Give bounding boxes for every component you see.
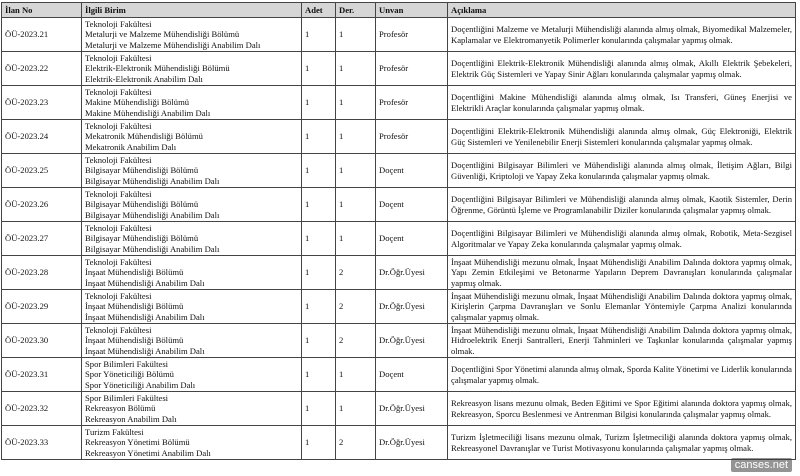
cell-derece: 1 xyxy=(336,222,376,256)
cell-ilan-no: ÖÜ-2023.33 xyxy=(2,426,82,460)
unit-line: Teknoloji Fakültesi xyxy=(85,155,152,166)
cell-adet: 1 xyxy=(302,324,336,358)
unit-line: İnşaat Mühendisliği Bölümü xyxy=(85,301,184,312)
cell-derece: 2 xyxy=(336,290,376,324)
unit-line: Bilgisayar Mühendisliği Anabilim Dalı xyxy=(85,243,220,254)
unit-line: Spor Yöneticiliği Anabilim Dalı xyxy=(85,379,196,390)
cell-adet: 1 xyxy=(302,154,336,188)
unit-line: Bilgisayar Mühendisliği Anabilim Dalı xyxy=(85,175,220,186)
unit-line: İnşaat Mühendisliği Bölümü xyxy=(85,267,184,278)
cell-ilgili-birim xyxy=(82,324,302,358)
unit-line: Bilgisayar Mühendisliği Bölümü xyxy=(85,165,199,176)
cell-derece: 2 xyxy=(336,426,376,460)
cell-unvan: Doçent xyxy=(376,222,448,256)
cell-derece: 1 xyxy=(336,188,376,222)
cell-ilgili-birim xyxy=(82,120,302,154)
cell-adet: 1 xyxy=(302,358,336,392)
cell-unvan: Doçent xyxy=(376,188,448,222)
unit-line: Elektrik-Elektronik Mühendisliği Bölümü xyxy=(85,63,230,74)
table-row xyxy=(2,86,796,120)
table-row xyxy=(2,358,796,392)
unit-line: Teknoloji Fakültesi xyxy=(85,121,152,132)
unit-line: Teknoloji Fakültesi xyxy=(85,87,152,98)
cell-derece: 1 xyxy=(336,392,376,426)
cell-ilan-no: ÖÜ-2023.29 xyxy=(2,290,82,324)
cell-derece: 1 xyxy=(336,358,376,392)
unit-line: İnşaat Mühendisliği Anabilim Dalı xyxy=(85,345,205,356)
unit-line: Rekreasyon Yönetimi Bölümü xyxy=(85,437,190,448)
cell-aciklama: İnşaat Mühendisliği mezunu olmak, İnşaat Mühendisliği Anabilim Dalında doktora yapmış olmak, Kirişlerin Çarpma Davranışları ve Sonlu Elemanlar Yöntemiyle Çarpma Analizi konularında çalışmalar yapmış olmak. xyxy=(448,290,796,324)
unit-line: İnşaat Mühendisliği Anabilim Dalı xyxy=(85,277,205,288)
cell-derece: 2 xyxy=(336,324,376,358)
cell-unvan: Dr.Öğr.Üyesi xyxy=(376,426,448,460)
cell-aciklama: İnşaat Mühendisliği mezunu olmak, İnşaat Mühendisliği Anabilim Dalında doktora yapmış olmak, Yapı Zemin Etkileşimi ve Betonarme Yapıların Deprem Davranışları konularında çalışmalar yapmış olmak. xyxy=(448,256,796,290)
unit-line: Teknoloji Fakültesi xyxy=(85,19,152,30)
cell-ilgili-birim xyxy=(82,426,302,460)
cell-adet: 1 xyxy=(302,256,336,290)
unit-line: İnşaat Mühendisliği Bölümü xyxy=(85,335,184,346)
cell-unvan: Profesör xyxy=(376,86,448,120)
cell-adet: 1 xyxy=(302,52,336,86)
unit-line: Bilgisayar Mühendisliği Bölümü xyxy=(85,199,199,210)
unit-line: Rekreasyon Anabilim Dalı xyxy=(85,413,177,424)
watermark-logo: canses.net xyxy=(731,458,792,472)
cell-aciklama: Doçentliğini Makine Mühendisliği alanında almış olmak, Isı Transferi, Güneş Enerjisi ve Elektrikli Araçlar konularında çalışmalar yapmış olmak. xyxy=(448,86,796,120)
cell-aciklama: Doçentliğini Elektrik-Elektronik Mühendisliği alanında almış olmak, Güç Elektroniği, Elektrik Güç Sistemleri ve Yenilenebilir Enerji Sistemleri konularında çalışmalar yapmış olmak. xyxy=(448,120,796,154)
cell-unvan: Profesör xyxy=(376,120,448,154)
cell-ilgili-birim xyxy=(82,256,302,290)
unit-line: Makine Mühendisliği Anabilim Dalı xyxy=(85,107,211,118)
cell-adet: 1 xyxy=(302,222,336,256)
header-unvan: Unvan xyxy=(376,3,448,18)
cell-ilan-no: ÖÜ-2023.22 xyxy=(2,52,82,86)
cell-unvan: Profesör xyxy=(376,52,448,86)
table-row xyxy=(2,154,796,188)
cell-ilgili-birim xyxy=(82,392,302,426)
cell-derece: 1 xyxy=(336,18,376,52)
unit-line: Makine Mühendisliği Bölümü xyxy=(85,97,190,108)
cell-ilan-no: ÖÜ-2023.26 xyxy=(2,188,82,222)
table-row xyxy=(2,392,796,426)
unit-line: Elektrik-Elektronik Anabilim Dalı xyxy=(85,73,203,84)
cell-adet: 1 xyxy=(302,86,336,120)
unit-line: Rekreasyon Bölümü xyxy=(85,403,156,414)
cell-ilan-no: ÖÜ-2023.30 xyxy=(2,324,82,358)
unit-line: Teknoloji Fakültesi xyxy=(85,53,152,64)
unit-line: Bilgisayar Mühendisliği Bölümü xyxy=(85,233,199,244)
unit-line: Mekatronik Mühendisliği Bölümü xyxy=(85,131,203,142)
cell-unvan: Profesör xyxy=(376,18,448,52)
table-row xyxy=(2,324,796,358)
cell-derece: 2 xyxy=(336,256,376,290)
cell-aciklama: Doçentliğini Bilgisayar Bilimleri ve Mühendisliği alanında almış olmak, Robotik, Meta-Sezgisel Algoritmalar ve Yapay Zeka konularında çalışmalar yapmış olmak. xyxy=(448,222,796,256)
unit-line: Spor Bilimleri Fakültesi xyxy=(85,393,169,404)
cell-unvan: Doçent xyxy=(376,358,448,392)
cell-ilan-no: ÖÜ-2023.21 xyxy=(2,18,82,52)
unit-line: Teknoloji Fakültesi xyxy=(85,325,152,336)
header-derece: Der. xyxy=(336,3,376,18)
table-header-row xyxy=(2,3,796,18)
cell-ilan-no: ÖÜ-2023.28 xyxy=(2,256,82,290)
unit-line: Bilgisayar Mühendisliği Anabilim Dalı xyxy=(85,209,220,220)
unit-line: Mekatronik Anabilim Dalı xyxy=(85,141,177,152)
table-row xyxy=(2,426,796,460)
cell-derece: 1 xyxy=(336,86,376,120)
header-adet: Adet xyxy=(302,3,336,18)
table-row xyxy=(2,188,796,222)
unit-line: İnşaat Mühendisliği Anabilim Dalı xyxy=(85,311,205,322)
header-aciklama: Açıklama xyxy=(448,3,796,18)
cell-adet: 1 xyxy=(302,290,336,324)
unit-line: Rekreasyon Yönetimi Anabilim Dalı xyxy=(85,447,211,458)
unit-line: Spor Yöneticiliği Bölümü xyxy=(85,369,174,380)
cell-ilan-no: ÖÜ-2023.32 xyxy=(2,392,82,426)
cell-aciklama: Doçentliğini Bilgisayar Bilimleri ve Mühendisliği alanında almış olmak, Kaotik Sistemler, Derin Öğrenme, Görüntü İşleme ve Programlanabilir Diziler konularında çalışmalar yapmış olmak. xyxy=(448,188,796,222)
cell-ilan-no: ÖÜ-2023.23 xyxy=(2,86,82,120)
unit-line: Spor Bilimleri Fakültesi xyxy=(85,359,169,370)
cell-aciklama: Rekreasyon lisans mezunu olmak, Beden Eğitimi ve Spor Eğitimi alanında doktora yapmış olmak, Rekreasyon, Sporcu Beslenmesi ve Antrenman Bilgisi konularında çalışmalar yapmış olmak. xyxy=(448,392,796,426)
table-row xyxy=(2,222,796,256)
cell-ilan-no: ÖÜ-2023.24 xyxy=(2,120,82,154)
cell-aciklama: Doçentliğini Bilgisayar Bilimleri ve Mühendisliği alanında almış olmak, İletişim Ağları, Bilgi Güvenliği, Kriptoloji ve Yapay Zeka konularında çalışmalar yapmış olmak. xyxy=(448,154,796,188)
unit-line: Teknoloji Fakültesi xyxy=(85,257,152,268)
cell-ilgili-birim xyxy=(82,52,302,86)
cell-ilgili-birim xyxy=(82,358,302,392)
cell-aciklama: Doçentliğini Elektrik-Elektronik Mühendisliği alanında almış olmak, Akıllı Elektrik Şebekeleri, Elektrik Güç Sistemleri ve Yapay Sinir Ağları konularında çalışmalar yapmış olmak. xyxy=(448,52,796,86)
cell-ilgili-birim xyxy=(82,18,302,52)
unit-line: Metalurji ve Malzeme Mühendisliği Anabilim Dalı xyxy=(85,39,261,50)
cell-adet: 1 xyxy=(302,188,336,222)
cell-unvan: Dr.Öğr.Üyesi xyxy=(376,324,448,358)
cell-derece: 1 xyxy=(336,52,376,86)
cell-adet: 1 xyxy=(302,120,336,154)
unit-line: Teknoloji Fakültesi xyxy=(85,223,152,234)
cell-ilgili-birim xyxy=(82,290,302,324)
cell-derece: 1 xyxy=(336,120,376,154)
cell-unvan: Dr.Öğr.Üyesi xyxy=(376,290,448,324)
cell-ilgili-birim xyxy=(82,86,302,120)
table-row xyxy=(2,120,796,154)
cell-ilgili-birim xyxy=(82,188,302,222)
cell-aciklama: Turizm İşletmeciliği lisans mezunu olmak, Turizm İşletmeciliği alanında doktora yapmış olmak, Rekreasyonel Davranışlar ve Turist Motivasyonu konularında çalışmalar yapmış olmak. xyxy=(448,426,796,460)
cell-unvan: Dr.Öğr.Üyesi xyxy=(376,256,448,290)
cell-ilan-no: ÖÜ-2023.27 xyxy=(2,222,82,256)
cell-ilgili-birim xyxy=(82,154,302,188)
cell-unvan: Doçent xyxy=(376,154,448,188)
cell-adet: 1 xyxy=(302,392,336,426)
cell-adet: 1 xyxy=(302,426,336,460)
cell-ilgili-birim xyxy=(82,222,302,256)
table-row xyxy=(2,18,796,52)
unit-line: Teknoloji Fakültesi xyxy=(85,291,152,302)
cell-aciklama: Doçentliğini Spor Yönetimi alanında almış olmak, Sporda Kalite Yönetimi ve Liderlik konularında çalışmalar yapmış olmak. xyxy=(448,358,796,392)
cell-aciklama: Doçentliğini Malzeme ve Metalurji Mühendisliği alanında almış olmak, Biyomedikal Malzemeler, Kaplamalar ve Elektromanyetik Polimerler konularında çalışmalar yapmış olmak. xyxy=(448,18,796,52)
unit-line: Metalurji ve Malzeme Mühendisliği Bölümü xyxy=(85,29,240,40)
cell-aciklama: İnşaat Mühendisliği mezunu olmak, İnşaat Mühendisliği Anabilim Dalında doktora yapmış olmak, Hidroelektrik Enerji Santralleri, Enerji Tahminleri ve Taşkınlar konularında çalışmalar yapmış olmak. xyxy=(448,324,796,358)
header-ilan-no: İlan No xyxy=(2,3,82,18)
table-row xyxy=(2,256,796,290)
cell-adet: 1 xyxy=(302,18,336,52)
announcement-table xyxy=(1,2,796,460)
table-row xyxy=(2,52,796,86)
cell-ilan-no: ÖÜ-2023.25 xyxy=(2,154,82,188)
unit-line: Teknoloji Fakültesi xyxy=(85,189,152,200)
cell-ilan-no: ÖÜ-2023.31 xyxy=(2,358,82,392)
cell-derece: 1 xyxy=(336,154,376,188)
cell-unvan: Dr.Öğr.Üyesi xyxy=(376,392,448,426)
header-ilgili-birim: İlgili Birim xyxy=(82,3,302,18)
table-row xyxy=(2,290,796,324)
unit-line: Turizm Fakültesi xyxy=(85,427,144,438)
